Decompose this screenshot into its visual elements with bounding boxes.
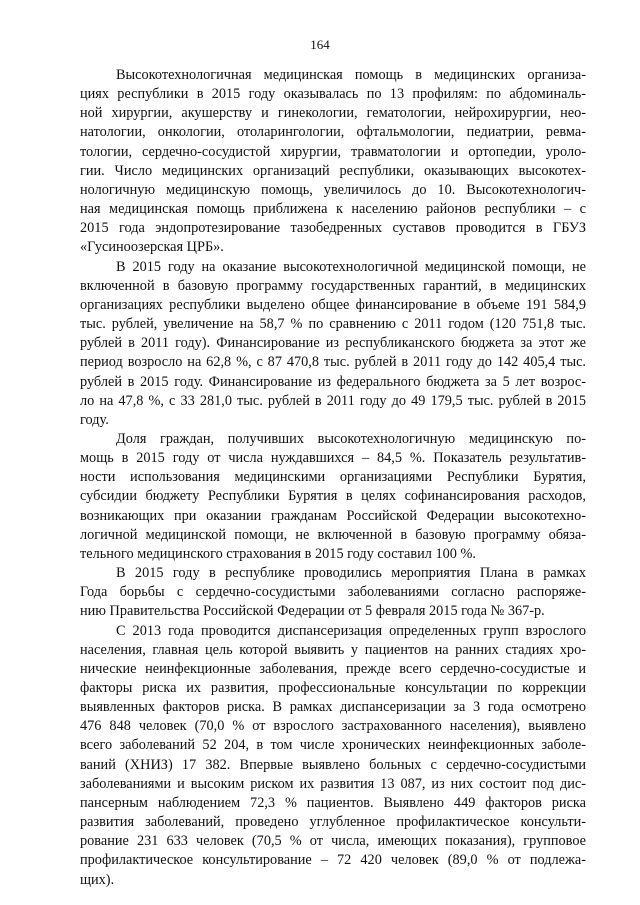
text-line: натологии, онкологии, отоларингологии, офтальмологии, педиатрии, ревма- xyxy=(80,124,586,141)
text-line: Года борьбы с сердечно-сосудистыми заболеваниями согласно распоряже- xyxy=(80,584,586,601)
text-line: тологии, сердечно-сосудистой хирургии, травматологии и ортопедии, уроло- xyxy=(80,143,586,160)
paragraph xyxy=(80,66,586,258)
text-line: ваний (ХНИЗ) 17 382. Впервые выявлено больных с сердечно-сосудистыми xyxy=(80,756,586,773)
paragraph xyxy=(80,564,586,621)
text-line: населения, главная цель которой выявить у пациентов на ранних стадиях хро- xyxy=(80,641,586,658)
text-line: возникающих при оказании гражданам Российской Федерации высокотехно- xyxy=(80,507,586,524)
paragraph xyxy=(80,430,586,564)
paragraph xyxy=(80,258,586,430)
text-line: щих). xyxy=(80,871,115,888)
text-line: рублей в 2011 году). Финансирование из республиканского бюджета за этот же xyxy=(80,335,586,352)
text-line: ная медицинская помощь приближена к населению районов республики – с xyxy=(80,201,586,218)
text-line: гии. Число медицинских организаций республики, оказывающих высокотех- xyxy=(80,162,586,179)
text-line: рублей в 2015 году. Финансирование из федерального бюджета за 5 лет возрос- xyxy=(80,373,586,390)
text-line: ной хирургии, акушерству и гинекологии, гематологии, нейрохирургии, нео- xyxy=(80,105,586,122)
page-number: 164 xyxy=(310,37,330,52)
text-line: субсидии бюджету Республики Бурятия в целях софинансирования расходов, xyxy=(80,488,586,505)
text-line: «Гусиноозерская ЦРБ». xyxy=(80,239,224,256)
text-line: период возросло на 62,8 %, с 87 470,8 тыс. рублей в 2011 году до 142 405,4 тыс. xyxy=(80,354,586,371)
text-line: организациях республики выделено общее финансирование в объеме 191 584,9 xyxy=(80,296,586,313)
text-line: мощь в 2015 году от числа нуждавшихся – 84,5 %. Показатель результатив- xyxy=(80,450,586,467)
text-line: В 2015 году на оказание высокотехнологичной медицинской помощи, не xyxy=(116,258,586,275)
text-line: включенной в базовую программу государственных гарантий, в медицинских xyxy=(80,277,586,294)
text-line: логичной медицинской помощи, не включенной в базовую программу обяза- xyxy=(80,526,586,543)
text-line: пансерным наблюдением 72,3 % пациентов. Выявлено 449 факторов риска xyxy=(80,794,586,811)
text-line: В 2015 году в республике проводились мероприятия Плана в рамках xyxy=(116,565,586,582)
text-line: нию Правительства Российской Федерации от 5 февраля 2015 года № 367-р. xyxy=(80,603,545,620)
body-text xyxy=(80,66,586,890)
text-line: факторы риска их развития, профессиональные консультации по коррекции xyxy=(80,680,586,696)
text-line: Высокотехнологичная медицинская помощь в медицинских организа- xyxy=(116,67,586,83)
text-line: профилактическое консультирование – 72 420 человек (89,0 % от подлежа- xyxy=(80,852,586,869)
text-line: 2015 года эндопротезирование тазобедренных суставов проводится в ГБУЗ xyxy=(80,220,586,237)
text-line: ло на 47,8 %, с 33 281,0 тыс. рублей в 2011 году до 49 179,5 тыс. рублей в 2015 xyxy=(80,392,586,409)
text-line: выявленных факторов риска. В рамках диспансеризации за 3 года осмотрено xyxy=(80,699,586,716)
text-line: году. xyxy=(80,411,109,428)
text-line: 476 848 человек (70,0 % от взрослого застрахованного населения), выявлено xyxy=(80,718,586,735)
text-line: ности использования медицинскими организациями Республики Бурятия, xyxy=(80,469,586,486)
text-line: тельного медицинского страхования в 2015 году составил 100 %. xyxy=(80,545,476,562)
text-line: С 2013 года проводится диспансеризация определенных групп взрослого xyxy=(116,622,586,639)
paragraph xyxy=(80,622,586,890)
text-line: развития заболеваний, проведено углубленное профилактическое консульти- xyxy=(80,814,586,831)
text-line: рование 231 633 человек (70,5 % от числа, имеющих показания), групповое xyxy=(80,833,586,850)
text-line: нологичную медицинскую помощь, увеличилось до 10. Высокотехнологич- xyxy=(80,181,586,198)
text-line: заболеваниями и высоким риском их развития 13 087, из них состоит под дис- xyxy=(80,775,586,792)
text-line: тыс. рублей, увеличение на 58,7 % по сравнению с 2011 годом (120 751,8 тыс. xyxy=(80,316,586,333)
text-line: нические неинфекционные заболевания, прежде всего сердечно-сосудистые и xyxy=(80,660,586,677)
text-line: циях республики в 2015 году оказывалась по 13 профилям: по абдоминаль- xyxy=(80,86,586,103)
text-line: всего заболеваний 52 204, в том числе хронических неинфекционных заболе- xyxy=(80,737,586,754)
text-line: Доля граждан, получивших высокотехнологичную медицинскую по- xyxy=(116,430,586,447)
